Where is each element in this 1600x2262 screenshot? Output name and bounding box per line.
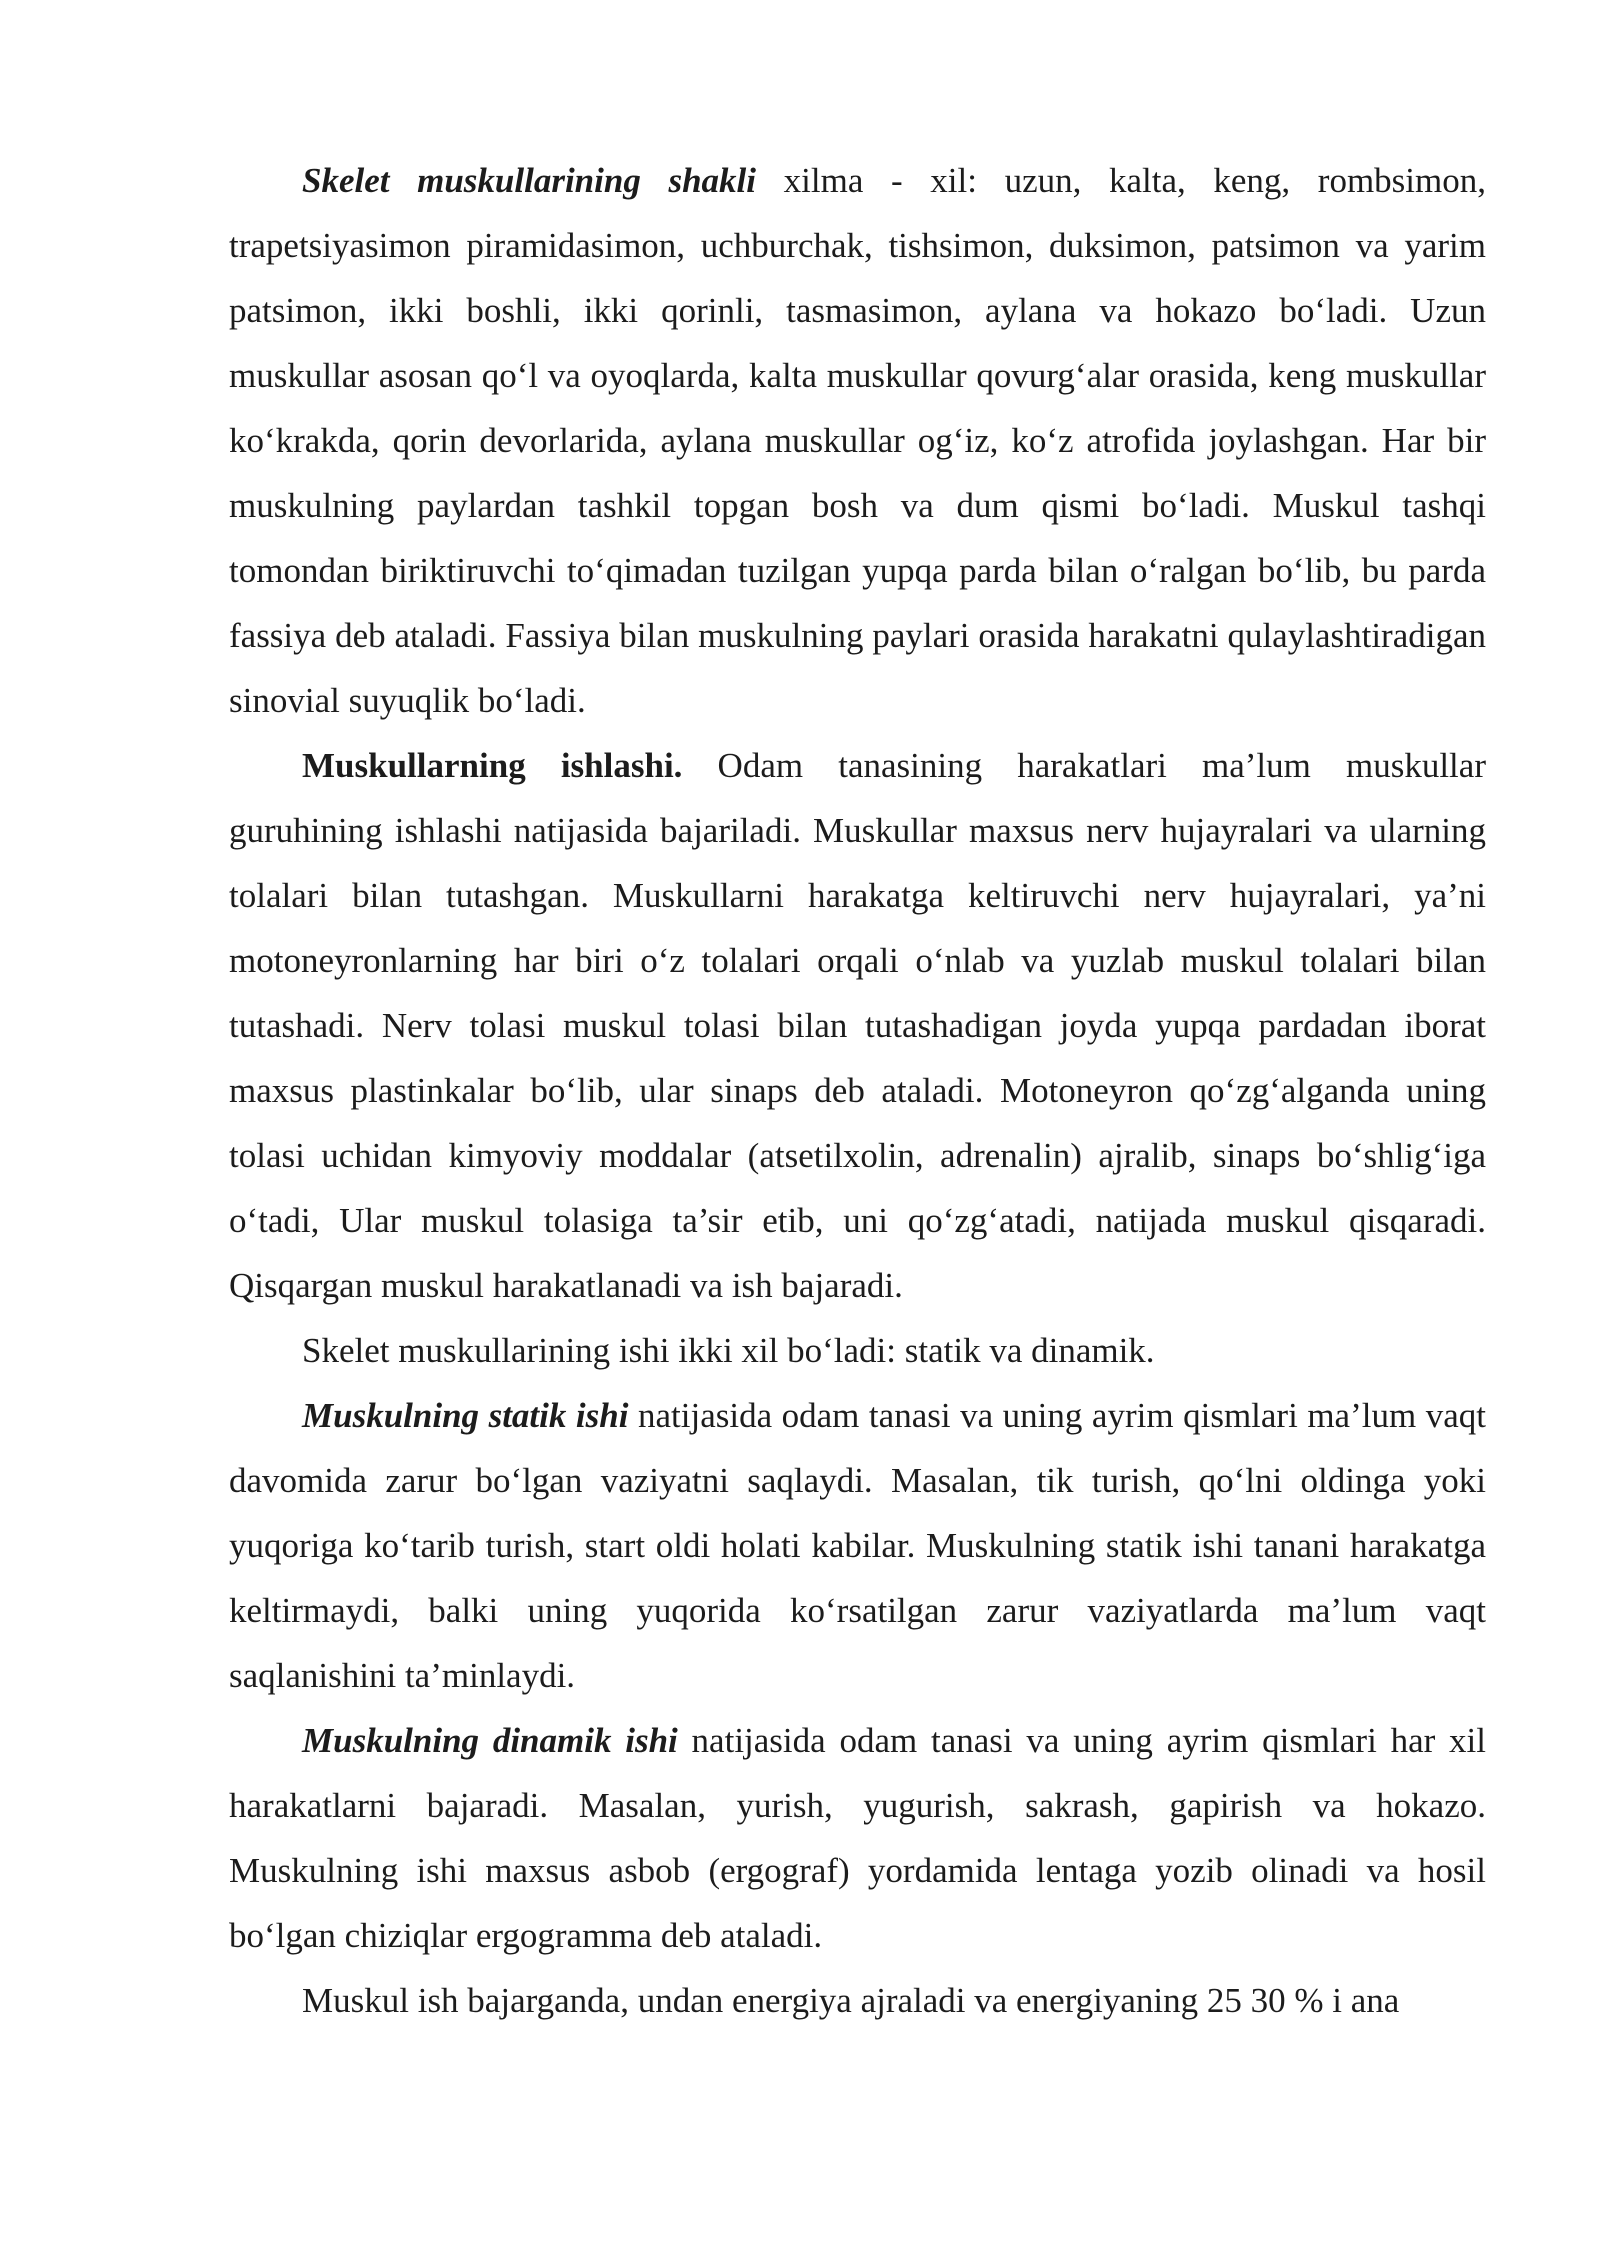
paragraph-muscle-shape: [229, 148, 1486, 733]
paragraph-text: natijasida odam tanasi va uning ayrim qismlari ma’lum vaqt davomida zarur bo‘lgan vaziyatni saqlaydi. Masalan, tik turish, qo‘lni oldinga yoki yuqoriga ko‘tarib turish, start oldi holati kabilar. Muskulning statik ishi tanani harakatga keltirmaydi, balki uning yuqorida ko‘rsatilgan zarur vaziyatlarda ma’lum vaqt saqlanishini ta’minlaydi.: [229, 1396, 1486, 1695]
paragraph-text: Muskul ish bajarganda, undan energiya ajraladi va energiyaning 25 30 % i ana: [302, 1981, 1400, 2020]
term-skelet-muskullarining-shakli: Skelet muskullarining shakli: [302, 161, 757, 200]
document-body: [229, 148, 1486, 2033]
paragraph-text: Odam tanasining harakatlari ma’lum muskullar guruhining ishlashi natijasida bajariladi. Muskullar maxsus nerv hujayralari va ularning tolalari bilan tutashgan. Muskullarni harakatga keltiruvchi nerv hujayralari, ya’ni motoneyronlarning har biri o‘z tolalari orqali o‘nlab va yuzlab muskul tolalari bilan tutashadi. Nerv tolasi muskul tolasi bilan tutashadigan joyda yupqa pardadan iborat maxsus plastinkalar bo‘lib, ular sinaps deb ataladi. Motoneyron qo‘zg‘alganda uning tolasi uchidan kimyoviy moddalar (atsetilxolin, adrenalin) ajralib, sinaps bo‘shlig‘iga o‘tadi, Ular muskul tolasiga ta’sir etib, uni qo‘zg‘atadi, natijada muskul qisqaradi. Qisqargan muskul harakatlanadi va ish bajaradi.: [229, 746, 1486, 1305]
term-muskulning-statik-ishi: Muskulning statik ishi: [302, 1396, 629, 1435]
paragraph-muscle-function: [229, 733, 1486, 1318]
paragraph-text: xilma - xil: uzun, kalta, keng, rombsimon, trapetsiyasimon piramidasimon, uchburchak, tishsimon, duksimon, patsimon va yarim patsimon, ikki boshli, ikki qorinli, tasmasimon, aylana va hokazo bo‘ladi. Uzun muskullar asosan qo‘l va oyoqlarda, kalta muskullar qovurg‘alar orasida, keng muskullar ko‘krakda, qorin devorlarida, aylana muskullar og‘iz, ko‘z atrofida joylashgan. Har bir muskulning paylardan tashkil topgan bosh va dum qismi bo‘ladi. Muskul tashqi tomondan biriktiruvchi to‘qimadan tuzilgan yupqa parda bilan o‘ralgan bo‘lib, bu parda fassiya deb ataladi. Fassiya bilan muskulning paylari orasida harakatni qulaylashtiradigan sinovial suyuqlik bo‘ladi.: [229, 161, 1486, 720]
paragraph-dynamic-work: [229, 1708, 1486, 1968]
paragraph-static-work: [229, 1383, 1486, 1708]
paragraph-text: natijasida odam tanasi va uning ayrim qismlari har xil harakatlarni bajaradi. Masalan, yurish, yugurish, sakrash, gapirish va hokazo. Muskulning ishi maxsus asbob (ergograf) yordamida lentaga yozib olinadi va hosil bo‘lgan chiziqlar ergogramma deb ataladi.: [229, 1721, 1486, 1955]
term-muskulning-dinamik-ishi: Muskulning dinamik ishi: [302, 1721, 678, 1760]
heading-muskullarning-ishlashi: Muskullarning ishlashi.: [302, 746, 683, 785]
paragraph-work-types: [229, 1318, 1486, 1383]
paragraph-energy: [229, 1968, 1486, 2033]
paragraph-text: Skelet muskullarining ishi ikki xil bo‘ladi: statik va dinamik.: [302, 1331, 1155, 1370]
